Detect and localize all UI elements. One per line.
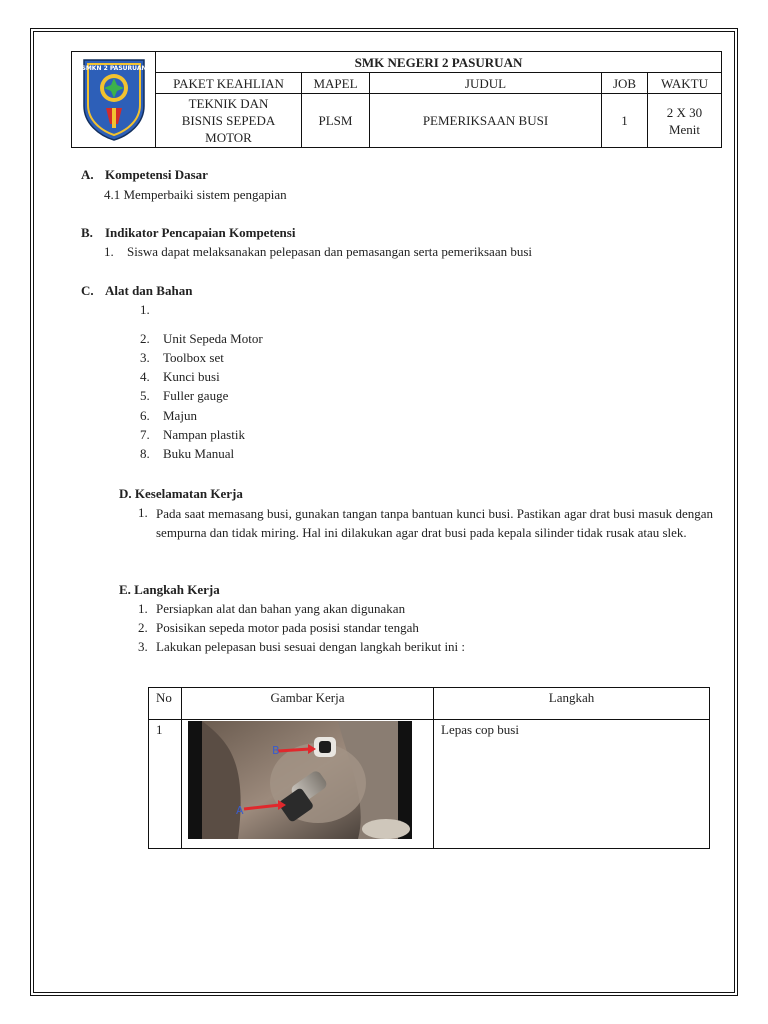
section-d-item-num: 1. [138,505,148,520]
section-c-heading [81,283,192,299]
list-item [140,408,197,424]
list-item [140,350,224,366]
col-job: JOB [602,73,648,94]
header-table [71,51,722,148]
list-item-text: Fuller gauge [163,388,229,403]
section-d-heading: D. Keselamatan Kerja [119,486,243,501]
image-label-a: A [236,804,244,817]
list-item [140,388,228,404]
list-item-num: 7. [140,427,150,442]
list-item [140,331,263,347]
list-item [140,302,163,318]
section-c-letter: C. [81,283,94,298]
col-mapel: MAPEL [302,73,370,94]
list-item-text: Toolbox set [163,350,224,365]
section-b-item [104,244,532,260]
list-item [138,601,405,617]
list-item-num: 3. [138,639,148,654]
table-row [149,720,710,849]
col-judul: JUDUL [370,73,602,94]
value-waktu-text: 2 X 30 Menit [666,104,703,137]
section-a-letter: A. [81,167,94,182]
section-c-title: Alat dan Bahan [105,283,193,298]
list-item-num: 3. [140,350,150,365]
section-b-heading [81,225,295,241]
value-job: 1 [602,94,648,148]
list-item-text: Persiapkan alat dan bahan yang akan digunakan [156,601,406,616]
list-item-text: Majun [163,408,197,423]
list-item-text: Nampan plastik [163,427,245,442]
col-no: No [149,688,182,720]
image-label-b: B [272,744,280,757]
section-b-item-text: Siswa dapat melaksanakan pelepasan dan pemasangan serta pemeriksaan busi [127,244,533,259]
list-item-num: 1. [140,302,150,317]
section-a-item: 4.1 Memperbaiki sistem pengapian [104,187,287,202]
spark-plug-cap-photo [188,721,412,839]
section-b-item-num: 1. [104,244,114,259]
list-item-num: 8. [140,446,150,461]
list-item-text: Lakukan pelepasan busi sesuai dengan langkah berikut ini : [156,639,466,654]
list-item-num: 1. [138,601,148,616]
list-item-num: 2. [138,620,148,635]
list-item [140,446,234,462]
school-name: SMK NEGERI 2 PASURUAN [156,52,722,73]
value-paket-keahlian-text: TEKNIK DAN BISNIS SEPEDA MOTOR [181,96,276,145]
value-judul: PEMERIKSAAN BUSI [370,94,602,148]
list-item [140,369,220,385]
value-mapel: PLSM [302,94,370,148]
school-logo-cell [72,52,156,148]
section-d-item-text: Pada saat memasang busi, gunakan tangan tanpa bantuan kunci busi. Pastikan agar drat busi masuk dengan sempurna dan tidak miring. Hal ini dilakukan agar drat busi pada kepala silinder tidak rusak atau slek. [156,506,713,540]
list-item-text: Unit Sepeda Motor [163,331,263,346]
list-item-num: 5. [140,388,150,403]
col-gambar-kerja: Gambar Kerja [182,688,434,720]
work-steps-table [148,687,710,849]
col-waktu: WAKTU [648,73,722,94]
list-item-text: Posisikan sepeda motor pada posisi standar tengah [156,620,419,635]
col-paket-keahlian: PAKET KEAHLIAN [156,73,302,94]
section-b-letter: B. [81,225,93,240]
list-item-num: 2. [140,331,150,346]
list-item-num: 6. [140,408,150,423]
section-e-heading: E. Langkah Kerja [119,582,220,597]
list-item [138,620,419,636]
section-b-title: Indikator Pencapaian Kompetensi [105,225,296,240]
list-item [140,427,245,443]
row-no: 1 [149,720,182,849]
list-item-text: Kunci busi [163,369,220,384]
value-waktu [648,94,722,148]
value-paket-keahlian [156,94,302,148]
section-a-heading [81,167,208,183]
list-item-text: Buku Manual [163,446,235,461]
section-a-title: Kompetensi Dasar [105,167,208,182]
row-step: Lepas cop busi [434,720,710,849]
list-item [138,639,465,655]
row-image-cell [182,720,434,849]
list-item-num: 4. [140,369,150,384]
col-langkah: Langkah [434,688,710,720]
logo-text: SMKN 2 PASURUAN [81,64,146,72]
work-table-header-row [149,688,710,720]
school-logo-icon [82,58,146,142]
